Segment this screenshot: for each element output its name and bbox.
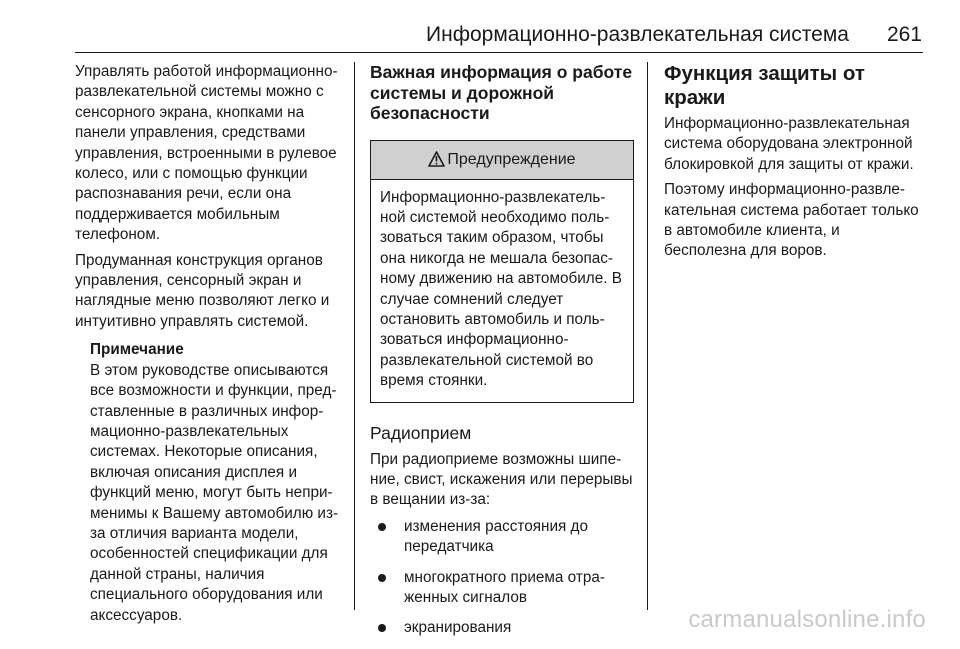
column-right xyxy=(664,62,926,267)
warning-triangle-icon xyxy=(428,151,445,167)
intro-paragraph: Управлять работой информационно-развлекательной системы можно с сенсорного экрана, кнопками на панели управления, средствами управления, встроенными в рулевое колесо, или с помощью функции распознавания речи, если она поддерживается мобильным телефоном. xyxy=(75,63,338,244)
list-item: экранирования xyxy=(370,618,634,638)
radio-heading: Радиоприем xyxy=(370,422,472,443)
header-rule xyxy=(75,52,923,53)
antitheft-paragraph-1: Информационно-развлекательная система оборудована электронной блокировкой для защиты от кражи. xyxy=(664,115,914,173)
column-divider-1 xyxy=(354,62,355,610)
note-title: Примечание xyxy=(90,341,184,359)
antitheft-paragraph-2: Поэтому информационно-развлекательная система работает только в автомобиле клиента, и бесполезна для воров. xyxy=(664,181,919,260)
note-text: В этом руководстве описываются все возможности и функции, представленные в различных информационно-развлекательных системах. Некоторые описания, включая описания дисплея и функций меню, могут быть неприменимы к Вашему автомобилю из-за отличия варианта модели, особенностей спецификации для данной страны, наличия специального оборудования или аксессуаров. xyxy=(90,361,339,624)
safety-heading: Важная информация о работе системы и дорожной безопасности xyxy=(370,62,633,123)
page-number: 261 xyxy=(886,23,922,46)
watermark: carmanualsonline.info xyxy=(688,606,926,633)
note-block xyxy=(90,340,347,626)
antitheft-heading: Функция защиты от кражи xyxy=(664,62,865,109)
column-left xyxy=(75,62,347,626)
radio-paragraph: При радиоприеме возможны шипение, свист, искажения или перерывы в вещании из-за: xyxy=(370,450,633,509)
controls-paragraph: Продуманная конструкция органов управления, сенсорный экран и наглядные меню позволяют легко и интуитивно управлять системой. xyxy=(75,251,330,330)
warning-box xyxy=(370,140,634,403)
radio-bullet-list xyxy=(370,517,634,639)
list-item: многократного приема отраженных сигналов xyxy=(370,568,634,609)
bullet-icon xyxy=(378,574,386,582)
header-title: Информационно-развлекательная система xyxy=(426,23,849,46)
list-item: изменения расстояния до передатчика xyxy=(370,517,634,558)
warning-title: Предупреждение xyxy=(447,150,576,168)
column-divider-2 xyxy=(647,62,648,610)
bullet-icon xyxy=(378,624,386,632)
warning-header xyxy=(371,141,633,180)
page-header xyxy=(0,22,922,48)
warning-text: Информационно-развлекательной системой необходимо пользоваться таким образом, чтобы она никогда не мешала безопасному движению на автомобиле. В случае сомнений следует остановить автомобиль и пользоваться информационно-развлекательной системой во время стоянки. xyxy=(380,188,622,390)
bullet-icon xyxy=(378,523,386,531)
column-middle xyxy=(370,62,634,649)
